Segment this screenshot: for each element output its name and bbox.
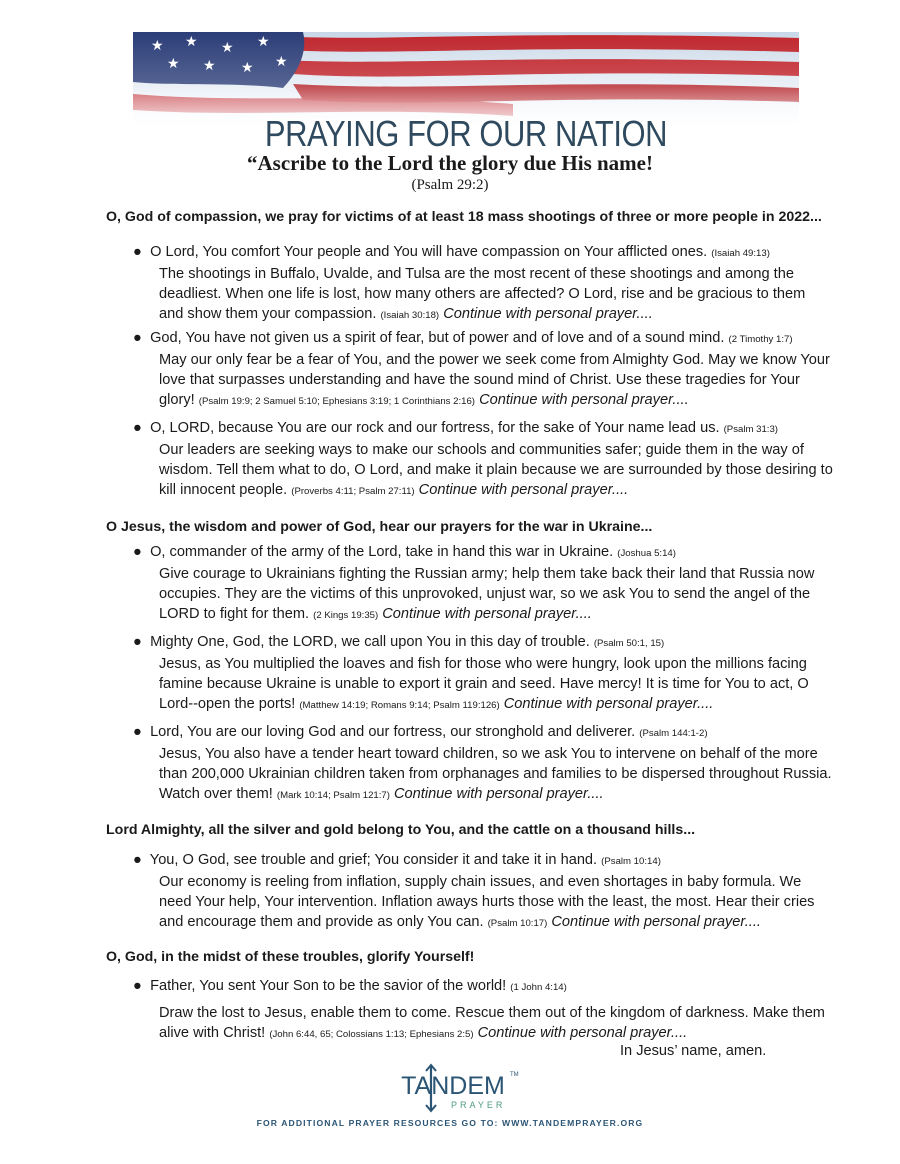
bullet-icon: ● [133,420,142,436]
footer-resources: FOR ADDITIONAL PRAYER RESOURCES GO TO: WWW.TANDEMPRAYER.ORG [256,1118,644,1128]
bullet-icon: ● [133,330,142,346]
tandem-logo [395,1062,519,1122]
prayer-item: ● God, You have not given us a spirit of fear, but of power and of love and of a sound mind. (2 Timothy 1:7) May our only fear be a fear of You, and the power we seek come from Almighty God. May we know Your love that surpasses understanding and have the sound mind of Christ. Use these tragedies for Your glory! (Psalm 19:9; 2 Samuel 5:10; Ephesians 3:19; 1 Corinthians 2:16) Continue with personal prayer.... [133,330,830,408]
section-heading: O, God, in the midst of these troubles, glorify Yourself! [106,949,475,965]
logo-wordmark: TANDEM [401,1072,505,1100]
logo-subtitle: PRAYER [451,1100,506,1110]
prayer-item: ● Father, You sent Your Son to be the savior of the world! (1 John 4:14) Draw the lost to Jesus, enable them to come. Rescue them out of the kingdom of darkness. Make them alive with Christ! (John 6:44, 65; Colossians 1:13; Ephesians 2:5) Continue with personal prayer.... [133,978,825,1041]
scripture-heading: “Ascribe to the Lord the glory due His name! [247,151,653,175]
logo-trademark: TM [510,1072,519,1078]
bullet-icon: ● [133,244,142,260]
section-heading: O Jesus, the wisdom and power of God, hear our prayers for the war in Ukraine... [106,519,653,535]
closing-line: In Jesus’ name, amen. [620,1043,767,1059]
prayer-item: ● O, commander of the army of the Lord, take in hand this war in Ukraine. (Joshua 5:14) Give courage to Ukrainians fighting the Russian army; help them take back their land that Russia now occupies. They are the victims of this unprovoked, unjust war, so we ask You to send the angel of the LORD to fight for them. (2 Kings 19:35) Continue with personal prayer.... [133,544,815,622]
banner-title: PRAYING FOR OUR NATION [264,113,668,154]
prayer-item: ● O, LORD, because You are our rock and our fortress, for the sake of Your name lead us. (Psalm 31:3) Our leaders are seeking ways to make our schools and communities safer; guide them in the way of wisdom. Tell them what to do, O Lord, and make it plain because we are surrounded by those desiring to kill innocent people. (Proverbs 4:11; Psalm 27:11) Continue with personal prayer.... [133,420,833,498]
bullet-icon: ● [133,634,142,650]
prayer-item: ● Lord, You are our loving God and our fortress, our stronghold and deliverer. (Psalm 144:1-2) Jesus, You also have a tender heart toward children, so we ask You to intervene on behalf of the more than 200,000 Ukrainian children taken from orphanages and families to be dispersed throughout Russia. Watch over them! (Mark 10:14; Psalm 121:7) Continue with personal prayer.... [133,724,832,802]
flag-banner [133,32,799,154]
scripture-reference: (Psalm 29:2) [411,177,489,193]
prayer-item: ● You, O God, see trouble and grief; You consider it and take it in hand. (Psalm 10:14) Our economy is reeling from inflation, supply chain issues, and even shortages in baby formula. We need Your help, Your intervention. Inflation aways hurts those with the least, the most. Hear their cries and encourage them and provide as only You can. (Psalm 10:17) Continue with personal prayer.... [133,852,815,930]
section-heading: Lord Almighty, all the silver and gold belong to You, and the cattle on a thousand hills... [106,822,696,838]
prayer-item: ● O Lord, You comfort Your people and You will have compassion on Your afflicted ones. (Isaiah 49:13) The shootings in Buffalo, Uvalde, and Tulsa are the most recent of these shootings and among the deadliest. When one life is lost, how many others are affected? O Lord, rise and be gracious to them and show them your compassion. (Isaiah 30:18) Continue with personal prayer.... [133,244,806,322]
bullet-icon: ● [133,724,142,740]
bullet-icon: ● [133,544,142,560]
prayer-item: ● Mighty One, God, the LORD, we call upon You in this day of trouble. (Psalm 50:1, 15) Jesus, as You multiplied the loaves and fish for those who were hungry, look upon the millions facing famine because Ukraine is unable to export it grain and seed. Have mercy! It is time for You to act, O Lord--open the ports! (Matthew 14:19; Romans 9:14; Psalm 119:126) Continue with personal prayer.... [133,634,809,712]
bullet-icon: ● [133,852,142,868]
bullet-icon: ● [133,978,142,994]
section-heading: O, God of compassion, we pray for victims of at least 18 mass shootings of three or more people in 2022... [106,209,822,225]
